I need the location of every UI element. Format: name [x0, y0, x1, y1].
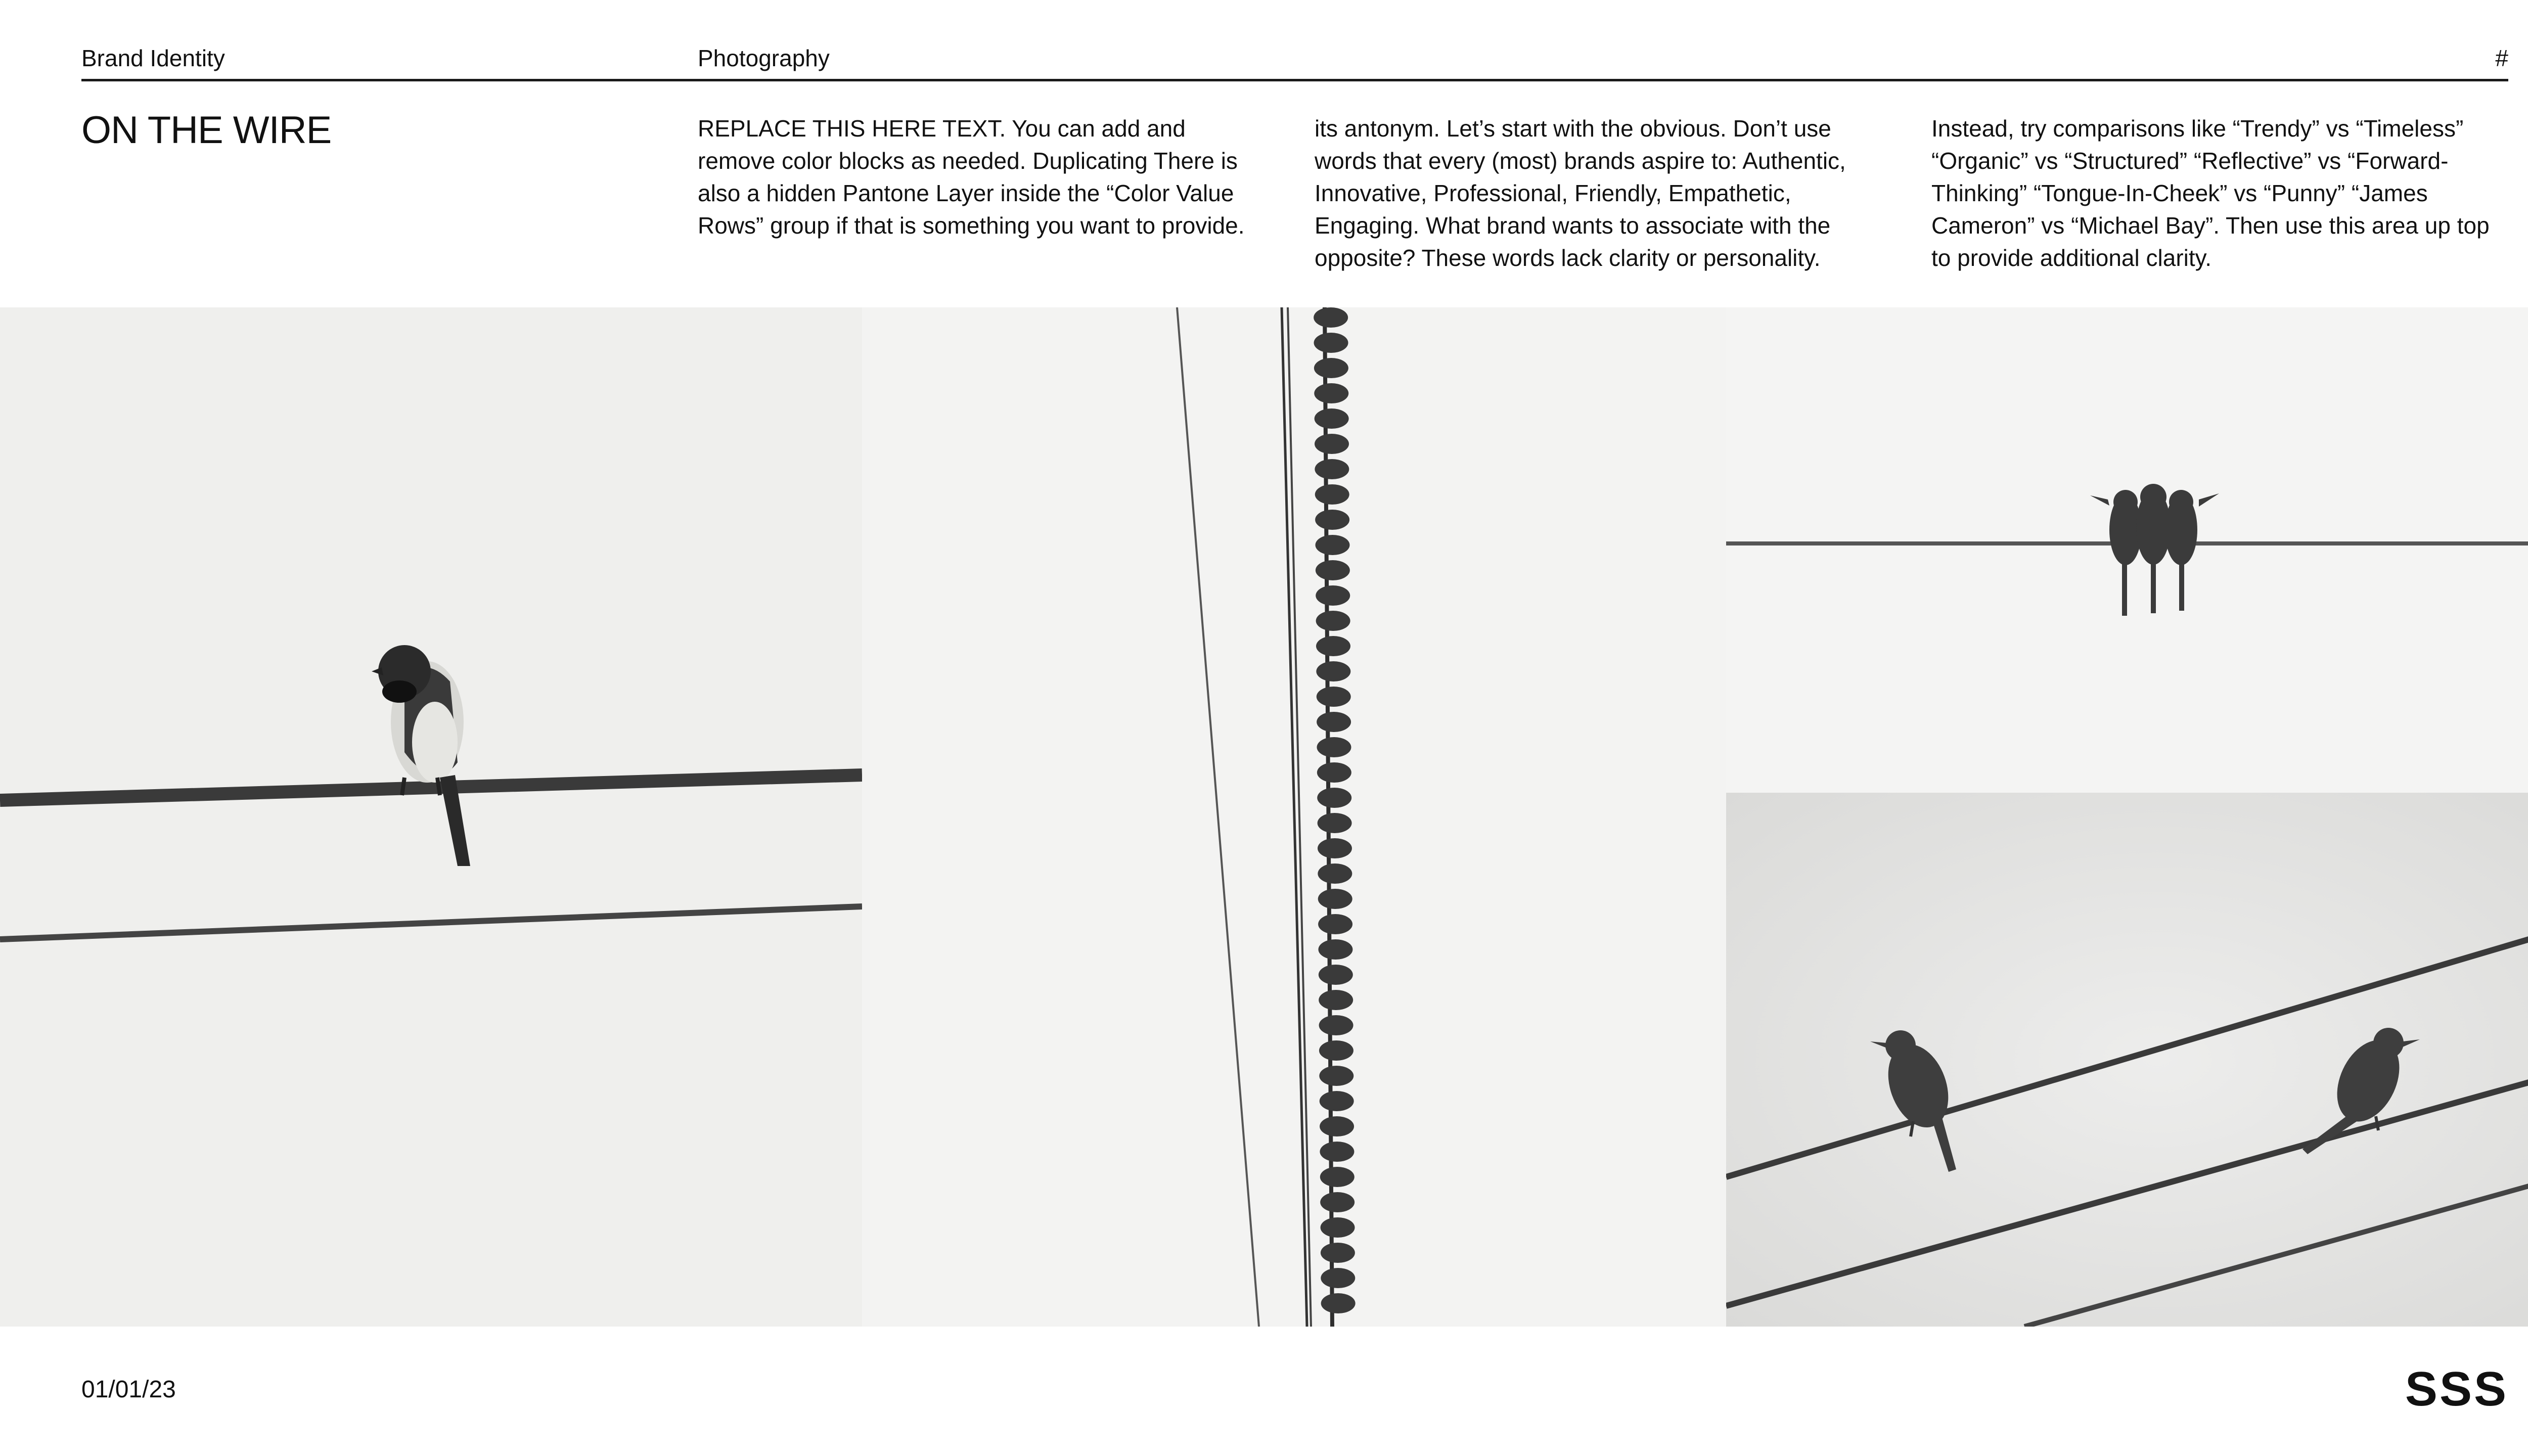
- flock-bird: [1318, 813, 1352, 833]
- flock-bird: [1317, 737, 1351, 757]
- flock-bird: [1316, 661, 1350, 681]
- flock-bird: [1314, 307, 1348, 328]
- body-column-3: Instead, try comparisons like “Trendy” vs “Timeless” “Organic” vs “Structured” “Reflective” vs “Forward-Thinking” “Tongue-In-Cheek” vs “Punny” “James Cameron” vs “Michael Bay”. Then use this area up top to provide additional clarity.: [1931, 115, 2490, 271]
- flock-bird: [1319, 1066, 1353, 1086]
- flock-bird: [1320, 1116, 1354, 1136]
- flock-bird: [1315, 408, 1349, 429]
- header-section-label: Brand Identity: [81, 45, 225, 71]
- header-topic-label: Photography: [698, 45, 830, 71]
- flock-bird: [1318, 863, 1352, 884]
- flock-bird: [1321, 1243, 1355, 1263]
- body-column-2: its antonym. Let’s start with the obvious. Don’t use words that every (most) brands aspire to: Authentic, Innovative, Professional, Friendly, Empathetic, Engaging. What brand wants to associate with the opposite? These words lack clarity or personality.: [1315, 115, 1846, 271]
- flock-bird: [1317, 788, 1351, 808]
- flock-bird: [1318, 914, 1352, 934]
- flock-bird: [1320, 1142, 1354, 1162]
- flock-bird: [1314, 333, 1348, 353]
- flock-bird: [1318, 838, 1352, 858]
- flock-bird: [1315, 484, 1349, 505]
- flock-bird: [1317, 712, 1351, 732]
- brand-logo: SSS: [2405, 1362, 2508, 1416]
- flock-bird: [1319, 1040, 1353, 1061]
- flock-bird: [1316, 585, 1350, 606]
- flock-bird: [1317, 762, 1351, 783]
- flock-bird: [1319, 1015, 1353, 1035]
- flock-bird: [1315, 510, 1349, 530]
- page-title: ON THE WIRE: [81, 109, 332, 152]
- flock-bird: [1315, 535, 1349, 555]
- flock-bird: [1321, 1268, 1355, 1288]
- flock-bird: [1316, 611, 1350, 631]
- flock-bird: [1320, 1192, 1355, 1212]
- body-column-1: REPLACE THIS HERE TEXT. You can add and remove color blocks as needed. Duplicating There is also a hidden Pantone Layer inside the “Color Value Rows” group if that is something you want to provide.: [698, 115, 1245, 239]
- footer-date: 01/01/23: [81, 1376, 176, 1403]
- flock-bird: [1320, 1167, 1355, 1187]
- flock-bird: [1314, 383, 1348, 403]
- header-divider: [81, 79, 2508, 81]
- flock-bird: [1321, 1217, 1355, 1238]
- flock-bird: [1321, 1293, 1356, 1313]
- flock-bird: [1320, 1091, 1354, 1111]
- flock-bird: [1317, 687, 1351, 707]
- photo-birds-on-vertical-wires: [862, 307, 1726, 1327]
- flock-bird: [1319, 990, 1353, 1010]
- flock-bird: [1314, 358, 1348, 378]
- flock-bird: [1318, 939, 1352, 960]
- photo-two-birds-on-diagonal-wires: [1726, 793, 2528, 1327]
- photo-three-birds-on-wire: [1726, 307, 2528, 793]
- flock-bird: [1315, 434, 1349, 454]
- flock-bird: [1318, 889, 1352, 909]
- flock-bird: [1316, 636, 1350, 656]
- flock-bird: [1319, 965, 1353, 985]
- flock-bird: [1315, 459, 1349, 479]
- flock-bird: [1316, 560, 1350, 580]
- page-number-marker: #: [2495, 45, 2508, 71]
- photo-sparrow-on-wire: [0, 307, 862, 1327]
